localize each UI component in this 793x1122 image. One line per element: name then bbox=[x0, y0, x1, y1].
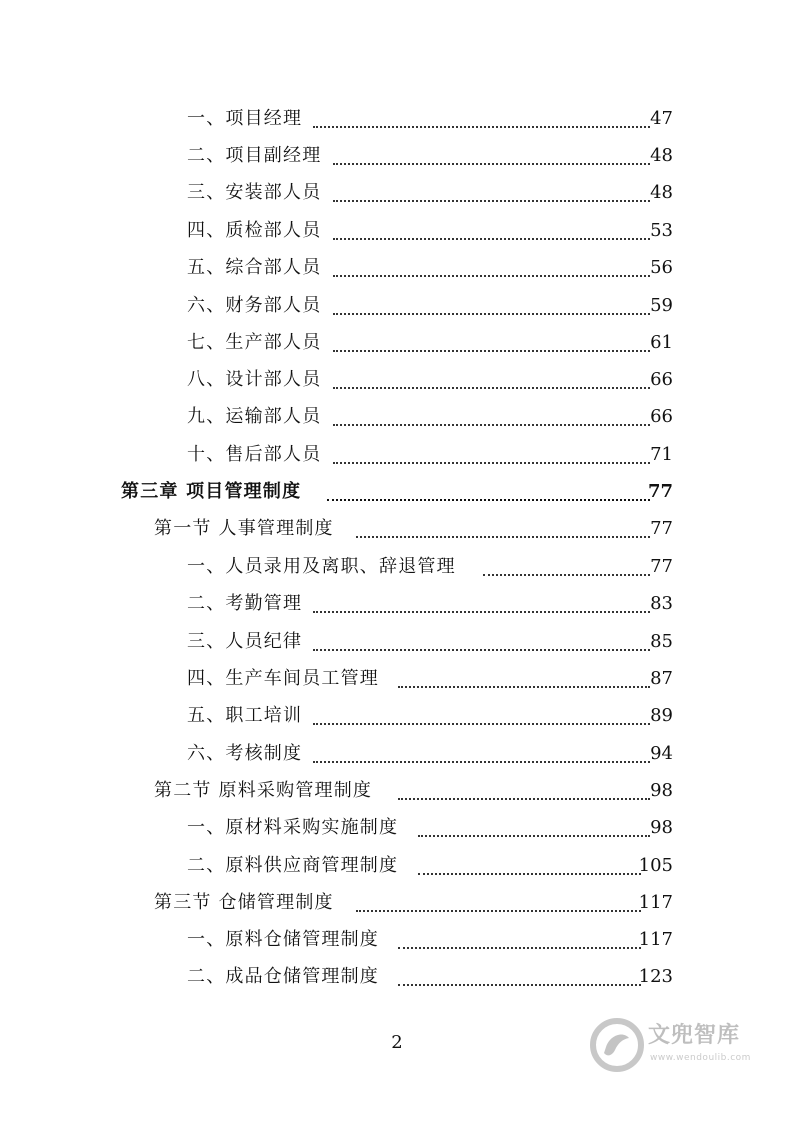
toc-page-number: 77 bbox=[647, 481, 673, 502]
toc-dot-leader bbox=[333, 424, 650, 426]
toc-entry[interactable] bbox=[0, 851, 793, 881]
toc-entry[interactable] bbox=[0, 104, 793, 134]
toc-entry[interactable] bbox=[0, 440, 793, 470]
toc-page-number: 77 bbox=[650, 556, 673, 577]
watermark-brand-text: 文兜智库 bbox=[648, 1023, 741, 1048]
toc-page-number: 89 bbox=[650, 705, 673, 726]
toc-entry-text: 二、考勤管理 bbox=[187, 593, 303, 614]
toc-entry[interactable] bbox=[0, 701, 793, 731]
toc-dot-leader bbox=[333, 200, 650, 202]
toc-page-number: 83 bbox=[650, 593, 673, 614]
toc-entry-text: 五、职工培训 bbox=[187, 705, 303, 726]
toc-page-number: 48 bbox=[650, 182, 673, 203]
toc-entry-text: 八、设计部人员 bbox=[187, 369, 322, 390]
toc-section-text: 第一节 人事管理制度 bbox=[154, 518, 334, 539]
toc-page-number: 48 bbox=[650, 145, 673, 166]
toc-page-number: 71 bbox=[650, 444, 673, 465]
toc-dot-leader bbox=[418, 835, 650, 837]
toc-dot-leader bbox=[398, 984, 641, 986]
toc-dot-leader bbox=[418, 873, 641, 875]
toc-page-number: 123 bbox=[638, 966, 673, 987]
toc-dot-leader bbox=[333, 387, 650, 389]
toc-page-number: 117 bbox=[638, 892, 673, 913]
toc-entry[interactable] bbox=[0, 813, 793, 843]
toc-entry[interactable] bbox=[0, 402, 793, 432]
toc-page-number: 59 bbox=[650, 295, 673, 316]
toc-section-text: 第三节 仓储管理制度 bbox=[154, 892, 334, 913]
toc-entry-text: 二、项目副经理 bbox=[187, 145, 322, 166]
toc-entry-text: 一、人员录用及离职、辞退管理 bbox=[187, 556, 456, 577]
toc-dot-leader bbox=[398, 686, 650, 688]
toc-entry-text: 三、安装部人员 bbox=[187, 182, 322, 203]
toc-entry-text: 十、售后部人员 bbox=[187, 444, 322, 465]
toc-section-entry[interactable] bbox=[0, 776, 793, 806]
toc-entry-text: 九、运输部人员 bbox=[187, 406, 322, 427]
toc-dot-leader bbox=[327, 499, 650, 501]
toc-dot-leader bbox=[313, 761, 650, 763]
toc-entry[interactable] bbox=[0, 627, 793, 657]
toc-entry[interactable] bbox=[0, 141, 793, 171]
toc-entry[interactable] bbox=[0, 291, 793, 321]
toc-dot-leader bbox=[333, 238, 650, 240]
brand-logo-icon bbox=[590, 1018, 644, 1072]
toc-entry[interactable] bbox=[0, 365, 793, 395]
toc-dot-leader bbox=[483, 574, 650, 576]
toc-entry[interactable] bbox=[0, 664, 793, 694]
toc-entry[interactable] bbox=[0, 925, 793, 955]
toc-page-number: 105 bbox=[638, 855, 673, 876]
toc-entry[interactable] bbox=[0, 328, 793, 358]
toc-page-number: 98 bbox=[650, 780, 673, 801]
toc-dot-leader bbox=[398, 947, 641, 949]
toc-chapter-text: 第三章 项目管理制度 bbox=[121, 481, 302, 502]
toc-dot-leader bbox=[313, 649, 650, 651]
toc-entry-text: 三、人员纪律 bbox=[187, 631, 303, 652]
toc-section-text: 第二节 原料采购管理制度 bbox=[154, 780, 373, 801]
watermark-url-text: www.wendoulib.com bbox=[650, 1053, 751, 1063]
toc-page-number: 77 bbox=[650, 518, 673, 539]
toc-dot-leader bbox=[356, 536, 650, 538]
toc-entry[interactable] bbox=[0, 589, 793, 619]
watermark bbox=[590, 1018, 750, 1074]
toc-dot-leader bbox=[333, 275, 650, 277]
toc-entry-text: 六、考核制度 bbox=[187, 743, 303, 764]
toc-page-number: 66 bbox=[650, 406, 673, 427]
toc-page-number: 87 bbox=[650, 668, 673, 689]
toc-entry[interactable] bbox=[0, 216, 793, 246]
toc-page-number: 98 bbox=[650, 817, 673, 838]
toc-dot-leader bbox=[333, 462, 650, 464]
toc-entry-text: 一、原料仓储管理制度 bbox=[187, 929, 379, 950]
toc-page-number: 66 bbox=[650, 369, 673, 390]
toc-entry-text: 一、项目经理 bbox=[187, 108, 303, 129]
toc-page-number: 47 bbox=[650, 108, 673, 129]
toc-dot-leader bbox=[313, 126, 650, 128]
toc-dot-leader bbox=[333, 350, 650, 352]
toc-entry-text: 六、财务部人员 bbox=[187, 295, 322, 316]
toc-entry-text: 二、成品仓储管理制度 bbox=[187, 966, 379, 987]
toc-chapter-entry[interactable] bbox=[0, 477, 793, 507]
toc-page-number: 94 bbox=[650, 743, 673, 764]
toc-entry[interactable] bbox=[0, 253, 793, 283]
toc-entry-text: 二、原料供应商管理制度 bbox=[187, 855, 399, 876]
toc-entry-text: 五、综合部人员 bbox=[187, 257, 322, 278]
toc-entry-text: 七、生产部人员 bbox=[187, 332, 322, 353]
toc-entry[interactable] bbox=[0, 962, 793, 992]
toc-page-number: 56 bbox=[650, 257, 673, 278]
toc-entry-text: 四、质检部人员 bbox=[187, 220, 322, 241]
toc-dot-leader bbox=[333, 313, 650, 315]
toc-dot-leader bbox=[398, 798, 650, 800]
toc-entry[interactable] bbox=[0, 739, 793, 769]
toc-page-number: 53 bbox=[650, 220, 673, 241]
toc-entry[interactable] bbox=[0, 178, 793, 208]
page-number: 2 bbox=[391, 1032, 403, 1053]
toc-page-number: 85 bbox=[650, 631, 673, 652]
toc-entry-text: 一、原材料采购实施制度 bbox=[187, 817, 399, 838]
toc-section-entry[interactable] bbox=[0, 514, 793, 544]
toc-entry[interactable] bbox=[0, 552, 793, 582]
toc-dot-leader bbox=[356, 910, 641, 912]
toc-section-entry[interactable] bbox=[0, 888, 793, 918]
toc-page-number: 61 bbox=[650, 332, 673, 353]
toc-page-number: 117 bbox=[638, 929, 673, 950]
toc-entry-text: 四、生产车间员工管理 bbox=[187, 668, 379, 689]
toc-dot-leader bbox=[313, 723, 650, 725]
toc-dot-leader bbox=[313, 611, 650, 613]
toc-dot-leader bbox=[333, 163, 650, 165]
